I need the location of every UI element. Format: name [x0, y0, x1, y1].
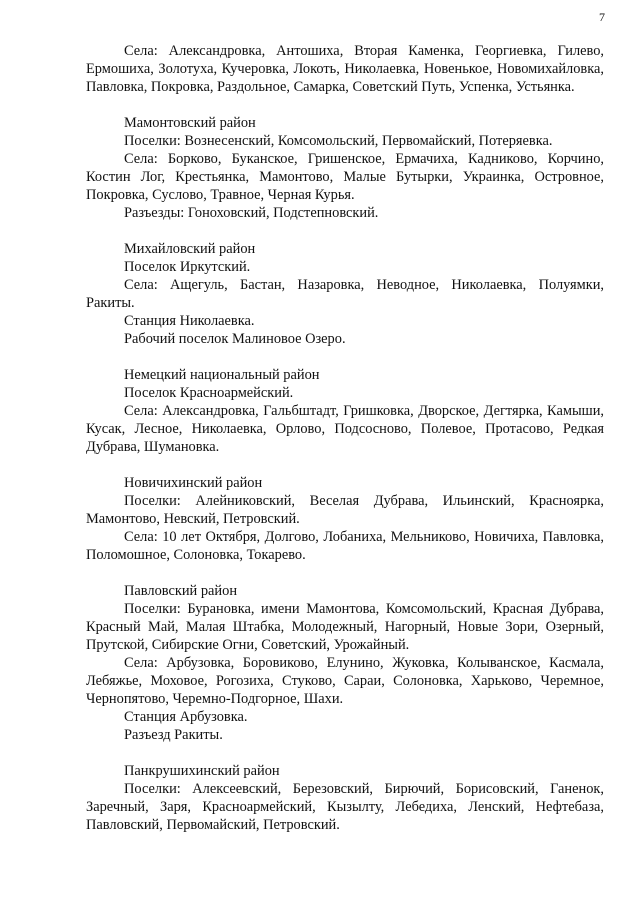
section-pavlovsky [86, 582, 604, 744]
section-mikhailovsky [86, 240, 604, 348]
paragraph: Рабочий поселок Малиновое Озеро. [124, 331, 346, 347]
paragraph: Поселки: Алексеевский, Березовский, Бирючий, Борисовский, Ганенок, Заречный, Заря, Красноармейский, Кызылту, Лебедиха, Ленский, Нефтебаза, Павловский, Первомайский, Петровский. [86, 781, 604, 833]
district-heading: Павловский район [124, 583, 238, 599]
paragraph: Поселок Красноармейский. [124, 385, 294, 401]
district-heading: Панкрушихинский район [124, 763, 280, 779]
section-novichikhinsky [86, 474, 604, 564]
section-nemetsky [86, 366, 604, 456]
section-continuation [86, 42, 604, 96]
paragraph: Села: 10 лет Октября, Долгово, Лобаниха, Мельниково, Новичиха, Павловка, Поломошное, Солоновка, Токарево. [86, 529, 604, 563]
district-heading: Михайловский район [124, 241, 256, 257]
paragraph: Поселки: Бурановка, имени Мамонтова, Комсомольский, Красная Дубрава, Красный Май, Малая Штабка, Молодежный, Нагорный, Новые Зори, Озерный, Прутской, Сибирские Огни, Советский, Урожайный. [86, 601, 604, 653]
district-heading: Новичихинский район [124, 475, 263, 491]
paragraph: Поселок Иркутский. [124, 259, 251, 275]
paragraph: Села: Борково, Буканское, Гришенское, Ермачиха, Кадниково, Корчино, Костин Лог, Крестьянка, Мамонтово, Малые Бутырки, Украинка, Островное, Покровка, Суслово, Травное, Черная Курья. [86, 151, 604, 203]
paragraph: Села: Александровка, Гальбштадт, Гришковка, Дворское, Дегтярка, Камыши, Кусак, Лесное, Николаевка, Орлово, Подсосново, Полевое, Протасово, Редкая Дубрава, Шумановка. [86, 403, 604, 455]
paragraph: Разъезд Ракиты. [124, 727, 223, 743]
paragraph: Поселки: Алейниковский, Веселая Дубрава, Ильинский, Красноярка, Мамонтово, Невский, Петровский. [86, 493, 604, 527]
paragraph: Села: Арбузовка, Боровиково, Елунино, Жуковка, Колыванское, Касмала, Лебяжье, Моховое, Рогозиха, Стуково, Сараи, Солоновка, Харьково, Черемное, Чернопятово, Черемно-Подгорное, Шахи. [86, 655, 604, 707]
page-number: 7 [599, 10, 605, 24]
paragraph: Поселки: Вознесенский, Комсомольский, Первомайский, Потеряевка. [124, 133, 553, 149]
paragraph: Станция Арбузовка. [124, 709, 248, 725]
section-mamontovsky [86, 114, 604, 222]
paragraph: Разъезды: Гоноховский, Подстепновский. [124, 205, 379, 221]
document-body [86, 42, 604, 852]
section-pankrushikhinsky [86, 762, 604, 834]
paragraph: Села: Александровка, Антошиха, Вторая Каменка, Георгиевка, Гилево, Ермошиха, Золотуха, Кучеровка, Локоть, Николаевка, Новенькое, Новомихайловка, Павловка, Покровка, Раздольное, Самарка, Советский Путь, Успенка, Устьянка. [86, 43, 604, 95]
district-heading: Мамонтовский район [124, 115, 256, 131]
paragraph: Станция Николаевка. [124, 313, 255, 329]
paragraph: Села: Ащегуль, Бастан, Назаровка, Неводное, Николаевка, Полуямки, Ракиты. [86, 277, 604, 311]
district-heading: Немецкий национальный район [124, 367, 320, 383]
